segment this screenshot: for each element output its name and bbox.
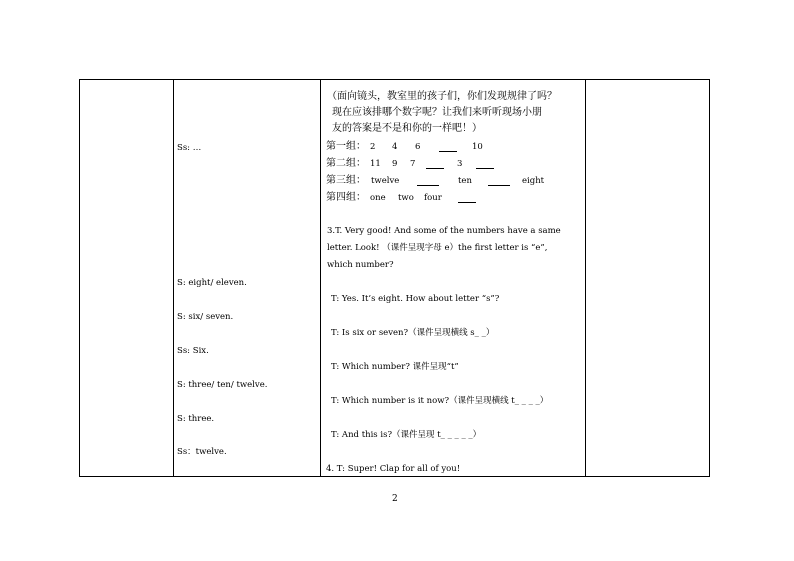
step-3-line-1: 3.T. Very good! And some of the numbers have a same	[327, 226, 561, 236]
group-1-blank	[439, 151, 457, 152]
intro-line-2: 现在应该排哪个数字呢？让我们来听听现场小朋	[332, 107, 542, 118]
group-2-item: 3	[457, 159, 463, 169]
step-3-line-2: letter. Look! （课件呈现字母 e）the first letter is “e”,	[327, 243, 548, 253]
group-3-item: eight	[522, 176, 545, 186]
group-4-item: four	[424, 193, 442, 203]
group-1-item: 4	[392, 142, 398, 152]
student-response-six: Ss: Six.	[177, 346, 209, 356]
student-response-twelve: Ss：twelve.	[177, 447, 227, 457]
student-response-eight-eleven: S: eight/ eleven.	[177, 278, 247, 288]
student-response-six-seven: S: six/ seven.	[177, 312, 234, 322]
teacher-line-and-this: T: And this is?（课件呈现 t_ _ _ _ _）	[331, 430, 482, 440]
teacher-line-which-now: T: Which number is it now?（课件呈现横线 t_ _ _ _）	[331, 396, 549, 406]
group-3-label: 第三组：	[326, 175, 366, 186]
group-3-blank	[488, 185, 510, 186]
teacher-line-which-number: T: Which number? 课件呈现“t”	[331, 362, 459, 372]
group-2-item: 11	[370, 159, 381, 169]
group-1-item: 2	[370, 142, 376, 152]
group-1-item: 10	[472, 142, 483, 152]
group-2-blank	[426, 168, 444, 169]
group-4-label: 第四组：	[326, 192, 366, 203]
group-4-item: two	[398, 193, 414, 203]
intro-line-3: 友的答案是不是和你的一样吧！）	[332, 123, 482, 134]
group-2-label: 第二组：	[326, 158, 366, 169]
column-divider-1	[173, 80, 174, 476]
teacher-line-six-or-seven: T: Is six or seven?（课件呈现横线 s_ _）	[331, 328, 495, 338]
intro-line-1: （面向镜头，教室里的孩子们，你们发现规律了吗？	[327, 91, 557, 102]
student-response-three-ten-twelve: S: three/ ten/ twelve.	[177, 380, 268, 390]
group-3-blank	[417, 185, 439, 186]
group-3-item: ten	[458, 176, 472, 186]
group-2-blank	[476, 168, 494, 169]
student-response-three: S: three.	[177, 414, 215, 424]
step-4-line: 4. T: Super! Clap for all of you!	[326, 464, 461, 474]
column-divider-2	[320, 80, 321, 476]
page-number: 2	[392, 494, 398, 504]
teacher-line-eight: T: Yes. It’s eight. How about letter “s”?	[331, 294, 500, 304]
student-response-ss: Ss: …	[177, 143, 202, 153]
group-4-item: one	[370, 193, 386, 203]
group-3-item: twelve	[371, 176, 400, 186]
step-3-line-3: which number?	[327, 260, 394, 270]
group-2-item: 9	[392, 159, 398, 169]
group-4-blank	[458, 202, 476, 203]
group-1-label: 第一组：	[326, 141, 366, 152]
lesson-plan-table	[79, 79, 710, 477]
column-divider-3	[585, 80, 586, 476]
group-1-item: 6	[415, 142, 421, 152]
group-2-item: 7	[410, 159, 416, 169]
